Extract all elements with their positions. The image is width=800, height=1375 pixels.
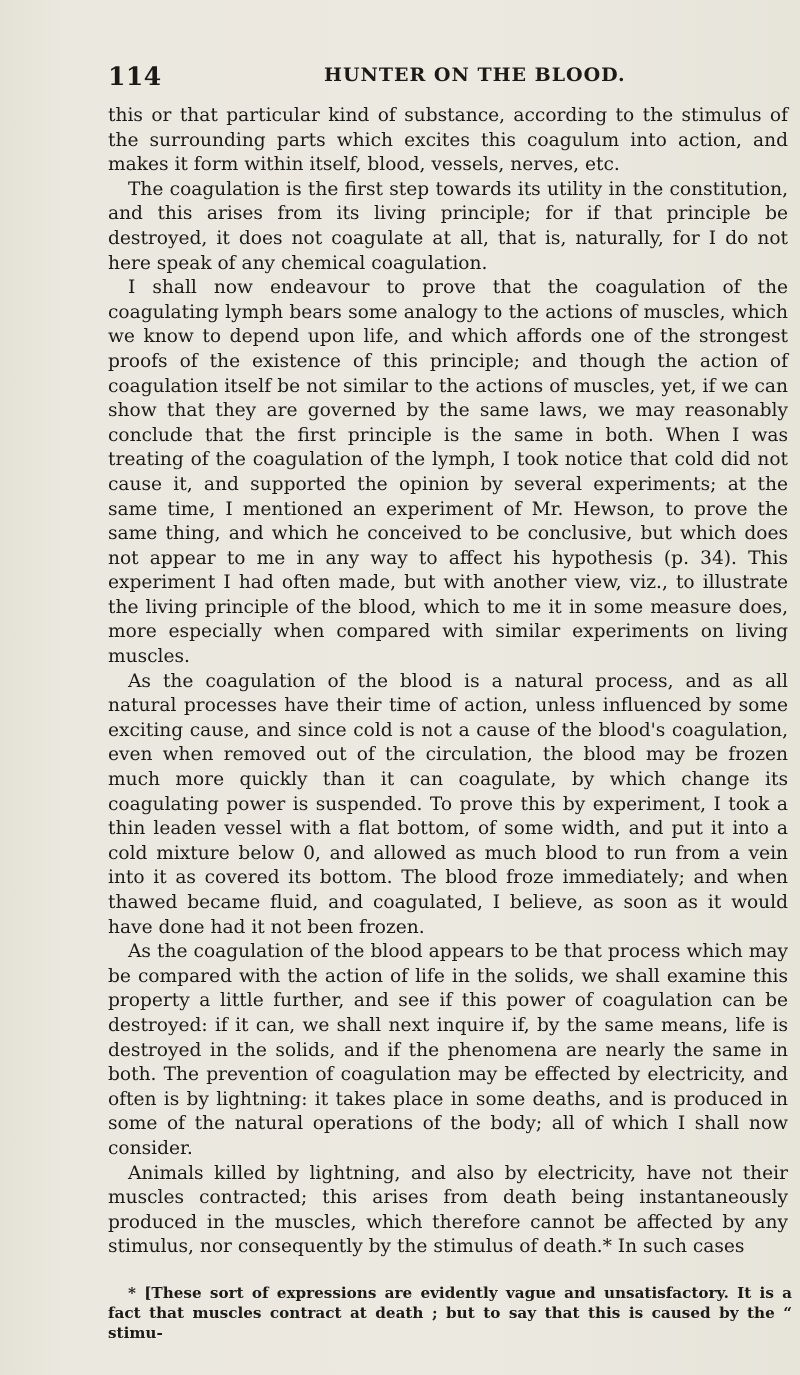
- footnote: * [These sort of expressions are evidently vague and unsatisfactory. It is a fact that muscles contract at death ; but to say that this is caused by the “ stimu-: [108, 1284, 792, 1342]
- body-text: [108, 104, 788, 1260]
- page-number: 114: [108, 62, 162, 91]
- paragraph: As the coagulation of the blood appears to be that process which may be compared with the action of life in the solids, we shall examine this property a little further, and see if this power of coagulation can be destroyed: if it can, we shall next inquire if, by the same means, life is destroyed in the solids, and if the phenomena are nearly the same in both. The prevention of coagulation may be effected by electricity, and often is by lightning: it takes place in some deaths, and is produced in some of the natural operations of the body; all of which I shall now consider.: [108, 941, 788, 1159]
- paragraph: Animals killed by lightning, and also by electricity, have not their muscles contracted; this arises from death being instantaneously produced in the muscles, which therefore cannot be affected by any stimulus, nor consequently by the stimulus of death.* In such cases: [108, 1162, 788, 1258]
- paragraph: The coagulation is the first step towards its utility in the constitution, and this arises from its living principle; for if that principle be destroyed, it does not coagulate at all, that is, naturally, for I do not here speak of any chemical coagulation.: [108, 178, 788, 274]
- paragraph: I shall now endeavour to prove that the coagulation of the coagulating lymph bears some analogy to the actions of muscles, which we know to depend upon life, and which affords one of the strongest proofs of the existence of this principle; and though the action of coagulation itself be not similar to the actions of muscles, yet, if we can show that they are governed by the same laws, we may reasonably conclude that the first principle is the same in both. When I was treating of the coagulation of the lymph, I took notice that cold did not cause it, and supported the opinion by several experiments; at the same time, I mentioned an experiment of Mr. Hewson, to prove the same thing, and which he conceived to be conclusive, but which does not appear to me in any way to affect his hypothesis (p. 34). This experiment I had often made, but with another view, viz., to illustrate the living principle of the blood, which to me it in some measure does, more especially when compared with similar experiments on living muscles.: [108, 277, 788, 668]
- running-head: HUNTER ON THE BLOOD.: [324, 64, 626, 86]
- paragraph-continued: this or that particular kind of substance, according to the stimulus of the surrounding parts which excites this coagulum into action, and makes it form within itself, blood, vessels, nerves, etc.: [108, 105, 788, 176]
- page-header: [108, 60, 788, 94]
- paragraph: As the coagulation of the blood is a natural process, and as all natural processes have their time of action, unless influenced by some exciting cause, and since cold is not a cause of the blood's coagulation, even when removed out of the circulation, the blood may be frozen much more quickly than it can coagulate, by which change its coagulating power is suspended. To prove this by experiment, I took a thin leaden vessel with a flat bottom, of some width, and put it into a cold mixture below 0, and allowed as much blood to run from a vein into it as covered its bottom. The blood froze immediately; and when thawed became fluid, and coagulated, I believe, as soon as it would have done had it not been frozen.: [108, 670, 788, 938]
